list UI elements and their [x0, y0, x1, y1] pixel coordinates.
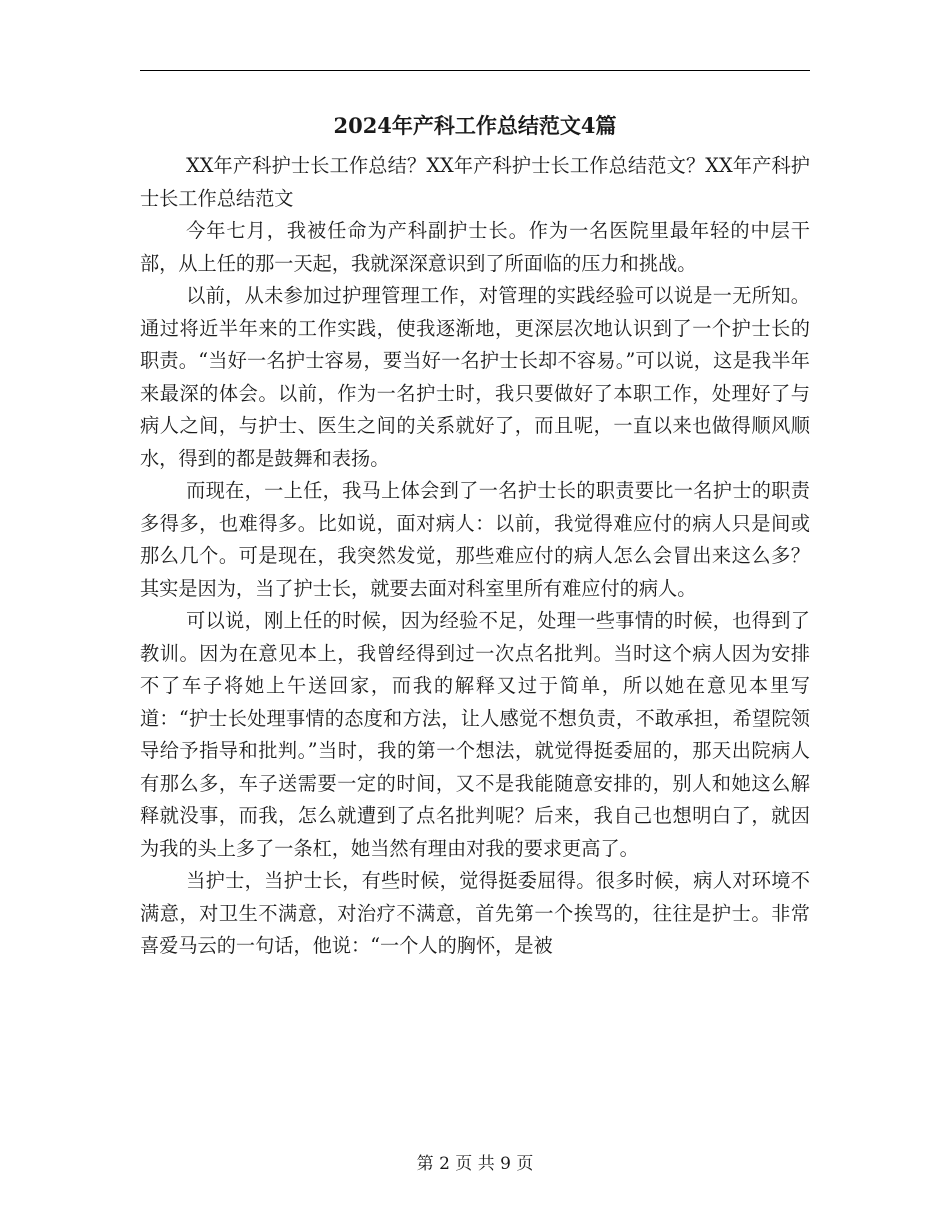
paragraph: 当护士，当护士长，有些时候，觉得挺委屈得。很多时候，病人对环境不满意，对卫生不满意，对治疗不满意，首先第一个挨骂的，往往是护士。非常喜爱马云的一句话，他说：“一个人的胸怀，是被 [140, 869, 810, 957]
paragraph: 而现在，一上任，我马上体会到了一名护士长的职责要比一名护士的职责多得多，也难得多。比如说，面对病人：以前，我觉得难应付的病人只是间或那么几个。可是现在，我突然发觉，那些难应付的病人怎么会冒出来这么多？其实是因为，当了护士长，就要去面对科室里所有难应付的病人。 [140, 479, 810, 600]
document-body [140, 150, 810, 963]
paragraph: 可以说，刚上任的时候，因为经验不足，处理一些事情的时候，也得到了教训。因为在意见本上，我曾经得到过一次点名批判。当时这个病人因为安排不了车子将她上午送回家，而我的解释又过于简单，所以她在意见本里写道：“护士长处理事情的态度和方法，让人感觉不想负责，不敢承担，希望院领导给予指导和批判。”当时，我的第一个想法，就觉得挺委屈的，那天出院病人有那么多，车子送需要一定的时间，又不是我能随意安排的，别人和她这么解释就没事，而我，怎么就遭到了点名批判呢？后来，我自己也想明白了，就因为我的头上多了一条杠，她当然有理由对我的要求更高了。 [140, 609, 810, 860]
paragraph: 以前，从未参加过护理管理工作，对管理的实践经验可以说是一无所知。通过将近半年来的工作实践，使我逐渐地，更深层次地认识到了一个护士长的职责。“当好一名护士容易，要当好一名护士长却不容易。”可以说，这是我半年来最深的体会。以前，作为一名护士时，我只要做好了本职工作，处理好了与病人之间，与护士、医生之间的关系就好了，而且呢，一直以来也做得顺风顺水，得到的都是鼓舞和表扬。 [140, 284, 810, 470]
page-number-footer: 第 2 页 共 9 页 [416, 1154, 534, 1174]
document-title: 2024年产科工作总结范文4篇 [333, 113, 617, 138]
paragraph: 今年七月，我被任命为产科副护士长。作为一名医院里最年轻的中层干部，从上任的那一天起，我就深深意识到了所面临的压力和挑战。 [140, 219, 810, 275]
paragraph-subtitle: XX年产科护士长工作总结？XX年产科护士长工作总结范文？XX年产科护士长工作总结范文 [140, 154, 810, 210]
header-rule [140, 70, 810, 71]
